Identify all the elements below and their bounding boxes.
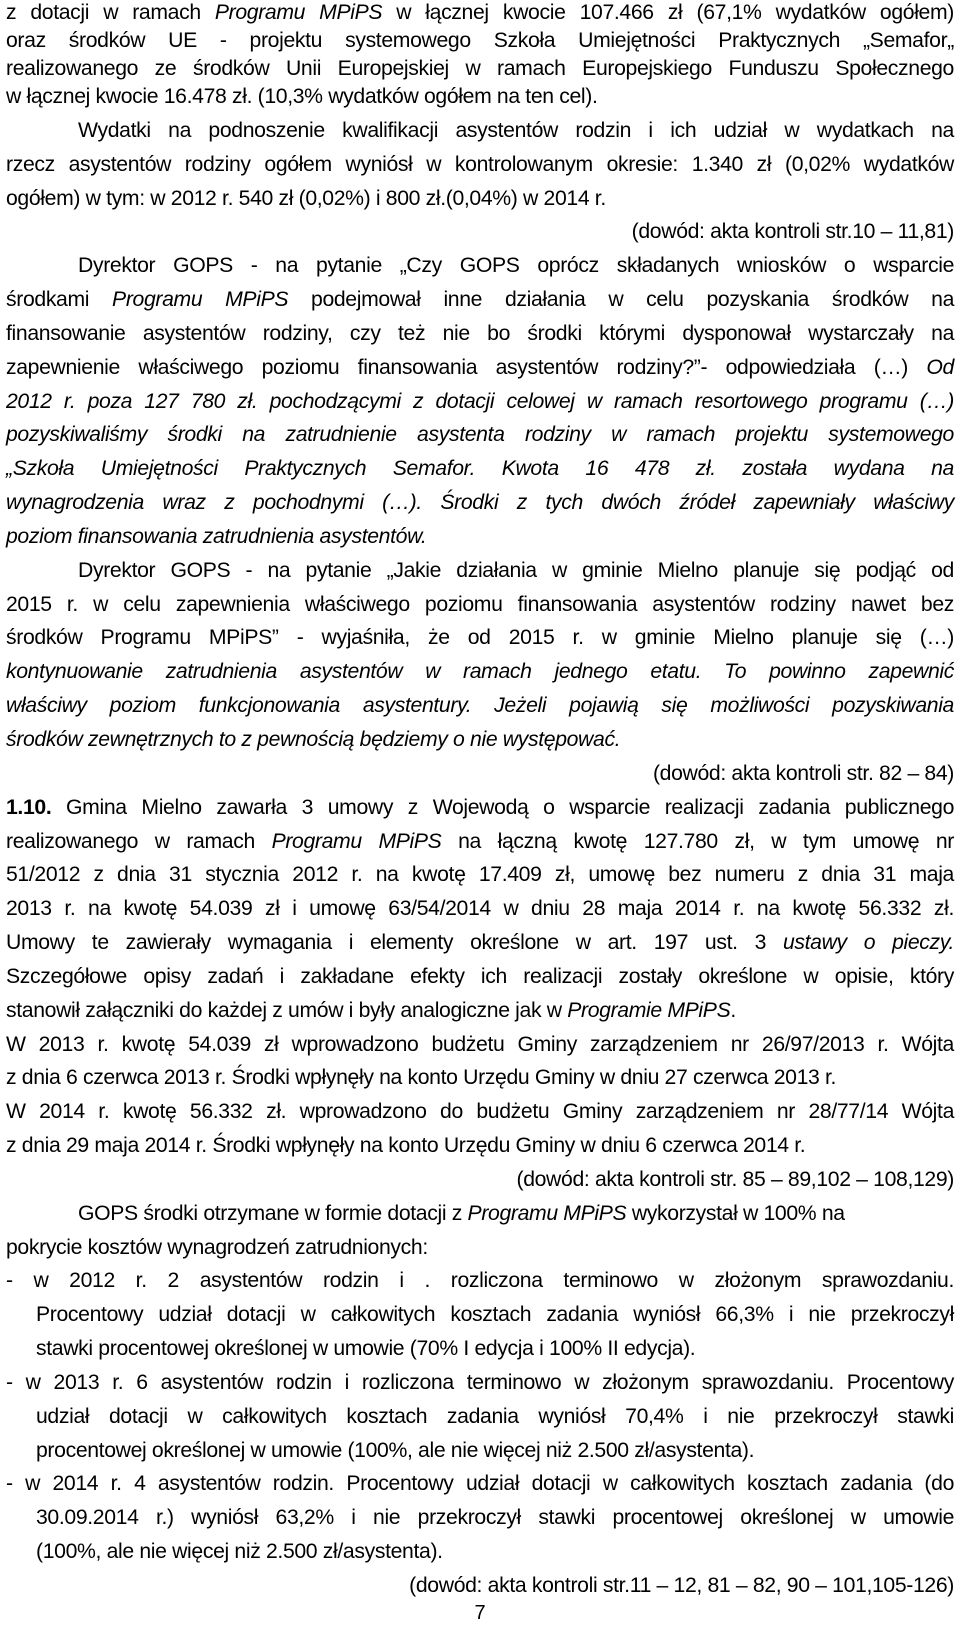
paragraph-line: zapewnienie właściwego poziomu finansowania asystentów rodziny?”- odpowiedziała (…) Od bbox=[6, 355, 954, 379]
paragraph-line: stanowił załączniki do każdej z umów i były analogiczne jak w Programie MPiPS. bbox=[6, 998, 736, 1022]
list-item-line: (100%, ale nie więcej niż 2.500 zł/asystenta). bbox=[36, 1540, 443, 1564]
list-item-line: udział dotacji w całkowitych kosztach zadania wyniósł 70,4% i nie przekroczył stawki bbox=[36, 1404, 954, 1428]
paragraph-line: W 2013 r. kwotę 54.039 zł wprowadzono budżetu Gminy zarządzeniem nr 26/97/2013 r. Wójta bbox=[6, 1032, 954, 1056]
paragraph-line: Dyrektor GOPS - na pytanie „Jakie działania w gminie Mielno planuje się podjąć od bbox=[78, 558, 954, 582]
paragraph-line: w łącznej kwocie 16.478 zł. (10,3% wydatków ogółem na ten cel). bbox=[6, 85, 598, 108]
list-item-line: procentowej określonej w umowie (100%, ale nie więcej niż 2.500 zł/asystenta). bbox=[36, 1438, 755, 1462]
section-number: 1.10. bbox=[6, 795, 52, 819]
quote-line: właściwy poziom funkcjonowania asystentury. Jeżeli pojawią się możliwości pozyskiwania bbox=[6, 694, 954, 718]
paragraph-line: 2013 r. na kwotę 54.039 zł i umowę 63/54/2014 w dniu 28 maja 2014 r. na kwotę 56.332 zł. bbox=[6, 897, 954, 921]
paragraph-line: ogółem) w tym: w 2012 r. 540 zł (0,02%) i 800 zł.(0,04%) w 2014 r. bbox=[6, 186, 606, 210]
quote-line: 2012 r. poza 127 780 zł. pochodzącymi z dotacji celowej w ramach resortowego programu (…) bbox=[6, 389, 954, 413]
paragraph-line: oraz środków UE - projektu systemowego Szkoła Umiejętności Praktycznych „Semafor„ bbox=[6, 29, 954, 52]
quote-line: „Szkoła Umiejętności Praktycznych Semafor. Kwota 16 478 zł. została wydana na bbox=[6, 457, 954, 481]
paragraph-line: finansowanie asystentów rodziny, czy też nie bo środki którymi dysponował wystarczały na bbox=[6, 321, 954, 345]
paragraph-line: z dotacji w ramach Programu MPiPS w łącznej kwocie 107.466 zł (67,1% wydatków ogółem) bbox=[6, 1, 955, 24]
paragraph-line: Umowy te zawierały wymagania i elementy określone w art. 197 ust. 3 ustawy o pieczy. bbox=[6, 931, 954, 955]
paragraph-line: środków Programu MPiPS” - wyjaśniła, że od 2015 r. w gminie Mielno planuje się (…) bbox=[6, 626, 954, 650]
list-item-line: stawki procentowej określonej w umowie (70% I edycja i 100% II edycja). bbox=[36, 1337, 696, 1361]
quote-line: środków zewnętrznych to z pewnością będziemy o nie występować. bbox=[6, 727, 621, 751]
paragraph-line: W 2014 r. kwotę 56.332 zł. wprowadzono do budżetu Gminy zarządzeniem nr 28/77/14 Wójta bbox=[6, 1100, 954, 1124]
quote-line: poziom finansowania zatrudnienia asystentów. bbox=[6, 524, 427, 548]
paragraph-line: z dnia 6 czerwca 2013 r. Środki wpłynęły na konto Urzędu Gminy w dniu 27 czerwca 2013 r. bbox=[6, 1066, 837, 1090]
paragraph-line: środkami Programu MPiPS podejmował inne działania w celu pozyskania środków na bbox=[6, 288, 955, 312]
quote-line: kontynuowanie zatrudnienia asystentów w ramach jednego etatu. To powinno zapewnić bbox=[6, 660, 954, 684]
list-item: - w 2012 r. 2 asystentów rodzin i . rozliczona terminowo w złożonym sprawozdaniu. bbox=[6, 1269, 954, 1293]
paragraph-line: z dnia 29 maja 2014 r. Środki wpłynęły na konto Urzędu Gminy w dniu 6 czerwca 2014 r. bbox=[6, 1134, 806, 1158]
evidence-reference: (dowód: akta kontroli str. 82 – 84) bbox=[652, 761, 954, 785]
paragraph-line: Wydatki na podnoszenie kwalifikacji asystentów rodzin i ich udział w wydatkach na bbox=[78, 118, 954, 142]
paragraph-line: 1.10. Gmina Mielno zawarła 3 umowy z Wojewodą o wsparcie realizacji zadania publicznego bbox=[6, 795, 954, 819]
paragraph-line: realizowanego ze środków Unii Europejskiej w ramach Europejskiego Funduszu Społecznego bbox=[6, 57, 954, 80]
quote-line: pozyskiwaliśmy środki na zatrudnienie asystenta rodziny w ramach projektu systemowego bbox=[6, 423, 954, 447]
paragraph-line: pokrycie kosztów wynagrodzeń zatrudnionych: bbox=[6, 1235, 428, 1259]
list-item-line: 30.09.2014 r.) wyniósł 63,2% i nie przekroczył stawki procentowej określonej w umowie bbox=[36, 1506, 954, 1530]
paragraph-line: rzecz asystentów rodziny ogółem wyniósł w kontrolowanym okresie: 1.340 zł (0,02% wydatków bbox=[6, 152, 954, 176]
list-item: - w 2014 r. 4 asystentów rodzin. Procentowy udział dotacji w całkowitych kosztach zadania (do bbox=[6, 1472, 954, 1496]
quote-line: wynagrodzenia wraz z pochodnymi (…). Środki z tych dwóch źródeł zapewniały właściwy bbox=[6, 491, 954, 515]
paragraph-line: 2015 r. w celu zapewnienia właściwego poziomu finansowania asystentów rodziny nawet bez bbox=[6, 592, 954, 616]
paragraph-line: Szczegółowe opisy zadań i zakładane efekty ich realizacji zostały określone w opisie, który bbox=[6, 964, 954, 988]
list-item-line: Procentowy udział dotacji w całkowitych kosztach zadania wyniósł 66,3% i nie przekroczył bbox=[36, 1303, 954, 1327]
list-item: - w 2013 r. 6 asystentów rodzin i rozliczona terminowo w złożonym sprawozdaniu. Procentowy bbox=[6, 1370, 954, 1394]
paragraph-line: 51/2012 z dnia 31 stycznia 2012 r. na kwotę 17.409 zł, umowę bez numeru z dnia 31 maja bbox=[6, 863, 954, 887]
page-number: 7 bbox=[474, 1602, 486, 1624]
paragraph-line: realizowanego w ramach Programu MPiPS na łączną kwotę 127.780 zł, w tym umowę nr bbox=[6, 829, 954, 853]
paragraph-line: Dyrektor GOPS - na pytanie „Czy GOPS oprócz składanych wniosków o wsparcie bbox=[78, 254, 954, 278]
paragraph-line: GOPS środki otrzymane w formie dotacji z Programu MPiPS wykorzystał w 100% na bbox=[78, 1201, 845, 1225]
evidence-reference: (dowód: akta kontroli str.11 – 12, 81 – 82, 90 – 101,105-126) bbox=[409, 1574, 954, 1597]
evidence-reference: (dowód: akta kontroli str. 85 – 89,102 – 108,129) bbox=[516, 1167, 954, 1191]
evidence-reference: (dowód: akta kontroli str.10 – 11,81) bbox=[631, 220, 954, 244]
